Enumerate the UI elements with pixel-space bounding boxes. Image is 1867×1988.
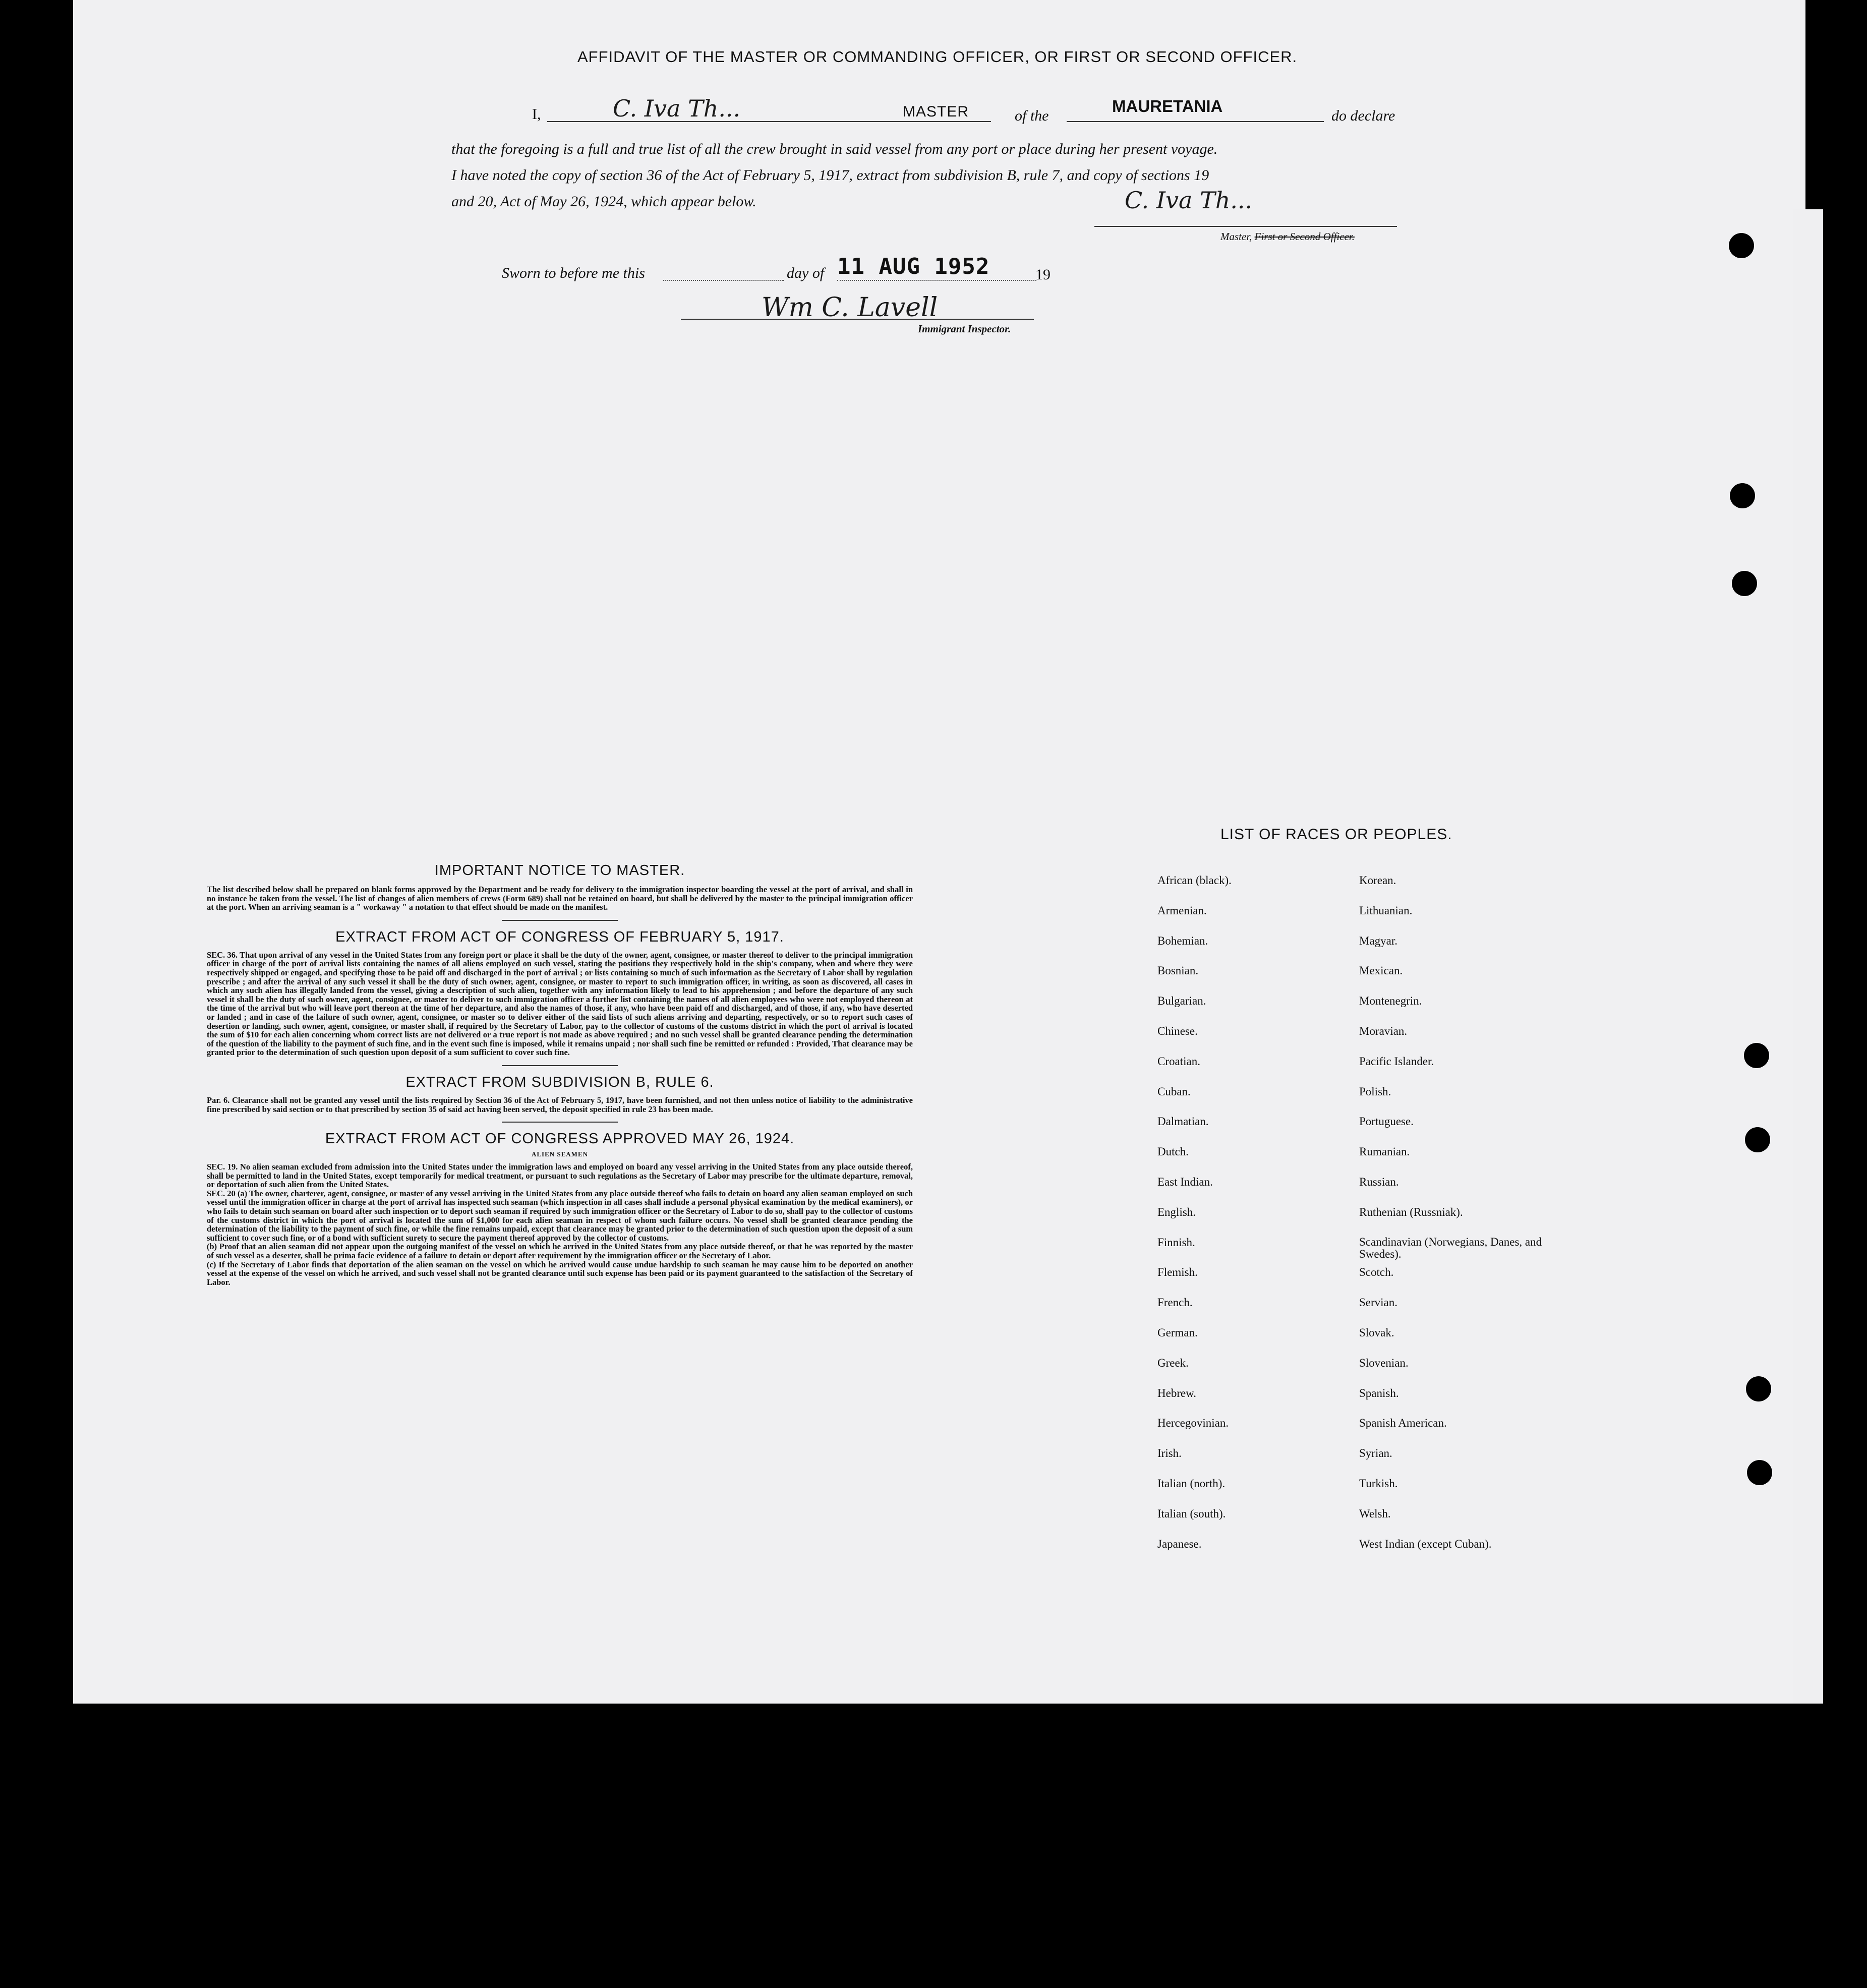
vessel-name: MAURETANIA xyxy=(1112,97,1223,115)
race-item: Irish. xyxy=(1157,1447,1182,1460)
race-item: Lithuanian. xyxy=(1359,904,1413,917)
race-item: Italian (south). xyxy=(1157,1507,1226,1520)
race-item: Italian (north). xyxy=(1157,1477,1226,1490)
race-item: Pacific Islander. xyxy=(1359,1055,1434,1068)
sworn-day-line xyxy=(663,280,784,281)
race-item: English. xyxy=(1157,1205,1196,1218)
race-item: Flemish. xyxy=(1157,1266,1198,1279)
race-item: Mexican. xyxy=(1359,964,1403,977)
race-item: Polish. xyxy=(1359,1085,1391,1098)
race-item: African (black). xyxy=(1157,874,1232,887)
race-item: Bulgarian. xyxy=(1157,995,1206,1008)
extract-1917-body: SEC. 36. That upon arrival of any vessel in the United States from any foreign port or place it shall be the duty of the owner, agent, consignee, or master thereof to deliver to the principal immigration officer in charge of the port of arrival lists containing the names of all aliens employed on such vessel, stating the positions they respectively hold in the ship's company, when and where they were respectively shipped or engaged, and specifying those to be paid off and discharged in the port of arrival ; or lists containing so much of such information as the Secretary of Labor shall by regulation prescribe ; and after the arrival of any such vessel it shall be the duty of such owner, agent, consignee, or master to report to such immigration officer, in writing, as soon as discovered, all cases in which any such alien has illegally landed from the vessel, giving a description of such alien, together with any information likely to lead to his apprehension ; and before the departure of any such vessel it shall be the duty of such owner, agent, consignee, or master to deliver to such immigration officer a further list containing the names of all alien employees who were not employed thereon at the time of the arrival but who will leave port thereon at the time of her departure, and also the names of those, if any, who have been paid off and discharged, and of those, if any, who have deserted or landed ; and in case of the failure of such owner, agent, consignee, or master so to deliver either of the said lists of such aliens arriving and departing, respectively, or so to report such cases of desertion or landing, such owner, agent, consignee, or master shall, if required by the Secretary of Labor, pay to the collector of customs of the customs district in which the port of arrival is located the sum of $10 for each alien concerning whom correct lists are not delivered or a true report is not made as above required ; and no such vessel shall be granted clearance pending the determination of the question of the liability to the payment of such fine, and in the event such fine is imposed, while it remains unpaid ; nor shall such fine be remitted or refunded : Provided, That clearance may be granted prior to the determination of such question upon deposit of a sum sufficient to cover such fine. xyxy=(207,950,913,1058)
race-item: Russian. xyxy=(1359,1176,1399,1188)
extract-1924-sec20a: SEC. 20 (a) The owner, charterer, agent, consignee, or master of any vessel arriving in the United States from any place outside thereof who fails to detain on board any alien seaman employed on such vessel until the immigration officer in charge at the port of arrival has inspected such seaman (which inspection in all cases shall include a personal physical examination by the medical examiners), or who fails to detain such seaman on board after such inspection or to deport such seaman if required by such immigration officer or the Secretary of Labor to do so, shall pay to the collector of customs of the customs district in which the port of arrival is located the sum of $1,000 for each alien seaman in respect of whom such failure occurs. No vessel shall be granted clearance pending the determination of the liability to the payment of such fine, or while the fine remains unpaid, except that clearance may be granted prior to the determination of such question upon the deposit of a sum sufficient to cover such fine, or of a bond with sufficient surety to secure the payment thereof approved by the collector of customs. xyxy=(207,1188,913,1243)
extract-1924-sec19: SEC. 19. No alien seaman excluded from admission into the United States under the immigration laws and employed on board any vessel arriving in the United States from any place outside thereof, shall be permitted to land in the United States, except temporarily for medical treatment, or pursuant to such regulations as the Secretary of Labor may prescribe for the ultimate departure, removal, or deportation of such alien from the United States. xyxy=(207,1162,913,1190)
master-name-signature: C. Iva Th... xyxy=(613,95,741,122)
important-notice-title: IMPORTANT NOTICE TO MASTER. xyxy=(434,862,685,879)
race-item: German. xyxy=(1157,1326,1198,1339)
race-item: Moravian. xyxy=(1359,1025,1408,1037)
race-item: Magyar. xyxy=(1359,934,1398,947)
race-item: Scotch. xyxy=(1359,1266,1394,1279)
race-item: Welsh. xyxy=(1359,1507,1391,1520)
extract-1924-subtitle: ALIEN SEAMEN xyxy=(531,1150,589,1158)
race-item: Slovak. xyxy=(1359,1326,1394,1339)
race-item: Dutch. xyxy=(1157,1145,1189,1158)
race-item: Greek. xyxy=(1157,1356,1189,1369)
extract-1924-sec20c: (c) If the Secretary of Labor finds that deportation of the alien seaman on the vessel on which he arrived would cause undue hardship to such seaman he may cause him to be deported on another vessel at the expense of the vessel on which he arrived, and such vessel shall not be granted clearance until such expense has been paid or its payment guaranteed to the satisfaction of the Secretary of Labor. xyxy=(207,1259,913,1287)
affidavit-body-line-2: I have noted the copy of section 36 of the Act of February 5, 1917, extract from subdivision B, rule 7, and copy of sections 19 xyxy=(451,167,1209,184)
punch-hole xyxy=(1746,1376,1771,1401)
underlying-page-edge xyxy=(1793,209,1823,1704)
master-caption-struck: First or Second Officer. xyxy=(1254,230,1355,243)
extract-1924-title: EXTRACT FROM ACT OF CONGRESS APPROVED MAY 26, 1924. xyxy=(325,1131,795,1147)
race-item: Japanese. xyxy=(1157,1537,1202,1550)
race-item: Turkish. xyxy=(1359,1477,1398,1490)
sworn-date-stamp: 11 AUG 1952 xyxy=(837,254,990,279)
master-signature: C. Iva Th... xyxy=(1125,187,1253,214)
divider xyxy=(502,1122,618,1123)
sworn-date-line xyxy=(837,280,1036,281)
extract-1917-title: EXTRACT FROM ACT OF CONGRESS OF FEBRUARY 5, 1917. xyxy=(335,928,784,945)
race-item: Bosnian. xyxy=(1157,964,1199,977)
races-list-title: LIST OF RACES OR PEOPLES. xyxy=(1220,826,1452,843)
important-notice xyxy=(207,862,913,1287)
race-item: Scandinavian (Norwegians, Danes, and Swedes). xyxy=(1359,1235,1542,1260)
race-item: Finnish. xyxy=(1157,1236,1195,1249)
race-item: Syrian. xyxy=(1359,1447,1392,1460)
race-item: West Indian (except Cuban). xyxy=(1359,1537,1492,1550)
race-item: Dalmatian. xyxy=(1157,1115,1209,1128)
race-item: Korean. xyxy=(1359,874,1396,887)
punch-hole xyxy=(1745,1127,1770,1152)
affidavit-body xyxy=(451,136,1410,215)
of-the-label: of the xyxy=(1015,107,1049,124)
affidavit-body-line-3: and 20, Act of May 26, 1924, which appear below. xyxy=(451,193,756,210)
race-item: Slovenian. xyxy=(1359,1356,1409,1369)
divider xyxy=(502,1065,618,1066)
master-rank: MASTER xyxy=(903,103,969,120)
affidavit-body-line-1: that the foregoing is a full and true list of all the crew brought in said vessel from any port or place during her present voyage. xyxy=(451,141,1218,157)
affidavit-i-label: I, xyxy=(532,106,541,123)
extract-rule6-body: Par. 6. Clearance shall not be granted any vessel until the lists required by Section 36 of the Act of February 5, 1917, have been furnished, and not then unless notice of liability to the administrative fine prescribed by said section or to that prescribed by section 35 of said act having been served, the deposit specified in rule 23 has been made. xyxy=(207,1095,913,1114)
race-item: Montenegrin. xyxy=(1359,995,1422,1008)
affidavit-title: AFFIDAVIT OF THE MASTER OR COMMANDING OFFICER, OR FIRST OR SECOND OFFICER. xyxy=(577,48,1298,66)
race-item: Armenian. xyxy=(1157,904,1207,917)
race-item: Bohemian. xyxy=(1157,934,1208,947)
race-item: East Indian. xyxy=(1157,1176,1213,1188)
punch-hole xyxy=(1747,1460,1772,1485)
punch-hole xyxy=(1729,233,1754,258)
inspector-caption: Immigrant Inspector. xyxy=(918,323,1011,335)
race-item: Croatian. xyxy=(1157,1055,1200,1068)
master-signature-caption xyxy=(1220,230,1355,243)
master-caption-prefix: Master, xyxy=(1220,230,1252,243)
race-item: Ruthenian (Russniak). xyxy=(1359,1205,1463,1218)
sworn-day-label: day of xyxy=(787,265,825,281)
race-item: Chinese. xyxy=(1157,1025,1198,1037)
sworn-year: 19 xyxy=(1035,266,1051,283)
inspector-signature-line xyxy=(681,319,1034,320)
do-declare-label: do declare xyxy=(1331,107,1395,124)
race-item: Servian. xyxy=(1359,1296,1398,1309)
race-item: Cuban. xyxy=(1157,1085,1191,1098)
inspector-signature: Wm C. Lavell xyxy=(762,293,938,323)
divider xyxy=(502,920,618,921)
race-item: Hercegovinian. xyxy=(1157,1417,1229,1430)
punch-hole xyxy=(1730,483,1755,508)
extract-1924-sec20b: (b) Proof that an alien seaman did not appear upon the outgoing manifest of the vessel on which he arrived in the United States from any place outside thereof, or that he was reported by the master of such vessel as a deserter, shall be prima facie evidence of a failure to detain or deport after requirement by the immigration officer or the Secretary of Labor. xyxy=(207,1242,913,1261)
master-signature-line xyxy=(1094,226,1397,227)
extract-rule6-title: EXTRACT FROM SUBDIVISION B, RULE 6. xyxy=(405,1074,714,1090)
race-item: French. xyxy=(1157,1296,1193,1309)
punch-hole xyxy=(1732,571,1757,596)
punch-hole xyxy=(1744,1043,1769,1068)
sworn-prefix: Sworn to before me this xyxy=(502,265,645,281)
race-item: Portuguese. xyxy=(1359,1115,1414,1128)
race-item: Hebrew. xyxy=(1157,1386,1197,1399)
important-notice-body: The list described below shall be prepared on blank forms approved by the Department and be ready for delivery to the immigration inspector boarding the vessel at the port of arrival, and shall in no instance be taken from the vessel. The list of changes of alien members of crews (Form 689) shall not be retained on board, but shall be delivered by the master to the principal immigration officer at the port. When an arriving seaman is a " workaway " a notation to that effect should be made on the manifest. xyxy=(207,885,913,912)
vessel-name-line xyxy=(1067,121,1324,122)
race-item: Spanish. xyxy=(1359,1386,1399,1399)
race-item: Rumanian. xyxy=(1359,1145,1410,1158)
race-item: Spanish American. xyxy=(1359,1417,1447,1430)
